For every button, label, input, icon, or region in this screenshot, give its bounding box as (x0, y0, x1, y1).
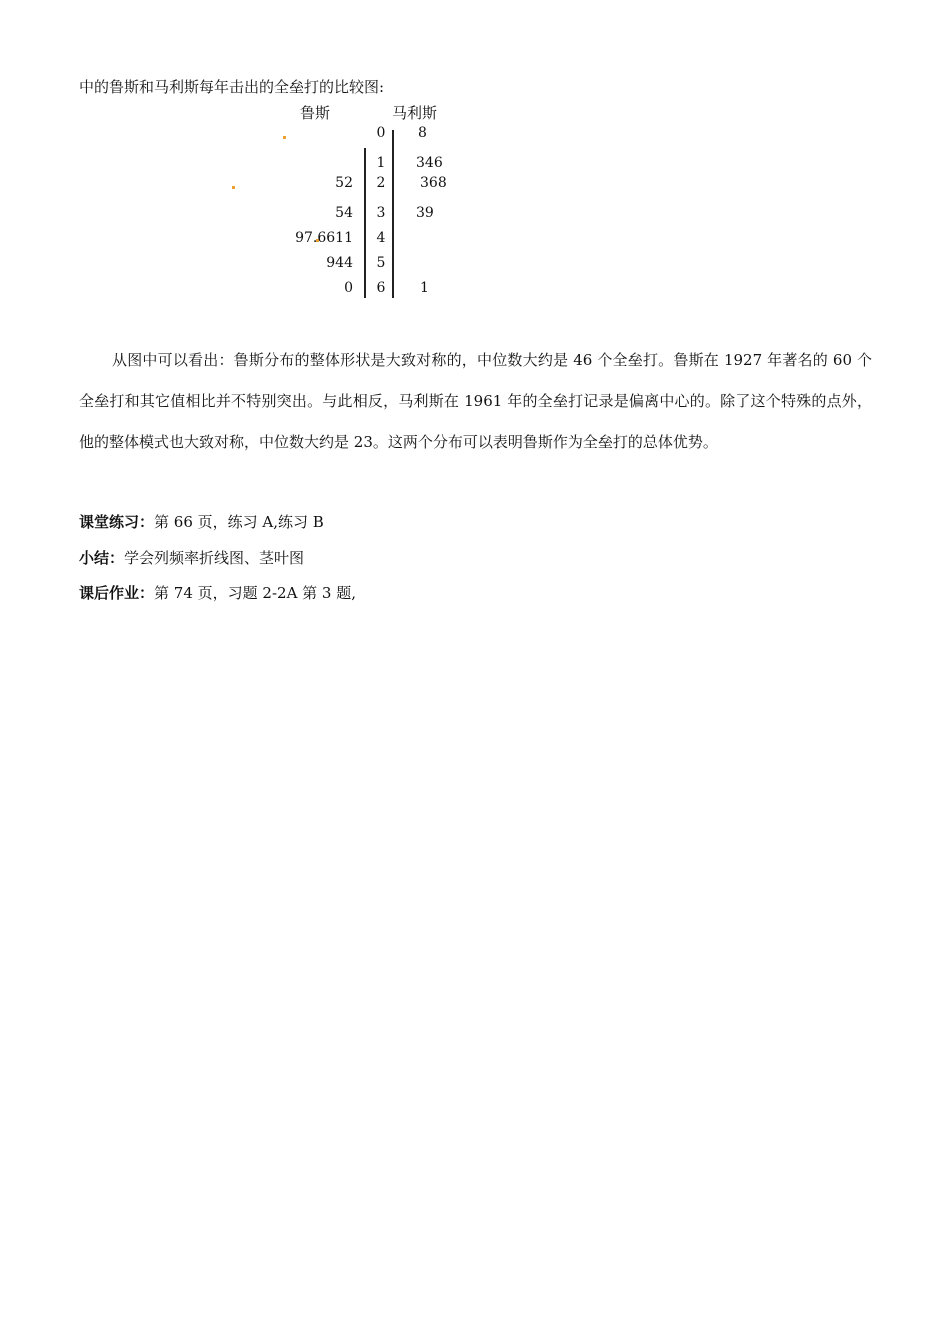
right-divider-line (392, 130, 394, 298)
left-leaves: 97.6611 (295, 230, 353, 246)
homework-line (79, 582, 356, 603)
stem-value: 6 (376, 280, 386, 296)
summary-label: 小结： (79, 549, 125, 567)
homework-label: 课后作业： (79, 584, 155, 602)
practice-text: 第 66 页，练习 A,练习 B (154, 513, 324, 531)
stem-value: 5 (376, 255, 386, 271)
practice-line (79, 511, 324, 532)
intro-text: 中的鲁斯和马利斯每年击出的全垒打的比较图: (79, 78, 385, 96)
right-leaves: 368 (420, 175, 447, 191)
homework-text: 第 74 页，习题 2-2A 第 3 题, (154, 584, 357, 602)
left-leaves: 54 (335, 205, 353, 221)
right-leaves: 39 (416, 205, 434, 221)
left-header: 鲁斯 (300, 104, 331, 122)
decor-dot (283, 136, 286, 139)
summary-text: 学会列频率折线图、茎叶图 (124, 549, 305, 567)
practice-label: 课堂练习： (79, 513, 155, 531)
stem-value: 3 (376, 205, 386, 221)
right-leaves: 8 (418, 125, 427, 141)
left-divider-line (364, 148, 366, 298)
right-leaves: 346 (416, 155, 443, 171)
stem-value: 2 (376, 175, 386, 191)
left-leaves: 944 (326, 255, 353, 271)
right-header: 马利斯 (392, 104, 438, 122)
left-leaves: 52 (335, 175, 353, 191)
decor-dot (232, 186, 235, 189)
stem-value: 1 (376, 155, 386, 171)
analysis-paragraph: 从图中可以看出：鲁斯分布的整体形状是大致对称的，中位数大约是 46 个全垒打。鲁斯在 1927 年著名的 60 个全垒打和其它值相比并不特别突出。与此相反，马利斯在 1961 年的全垒打记录是偏离中心的。除了这个特殊的点外，他的整体模式也大致对称，中位数大约是 23。这两个分布可以表明鲁斯作为全垒打的总体优势。 (79, 351, 872, 451)
right-leaves: 1 (420, 280, 429, 296)
left-leaves: 0 (344, 280, 353, 296)
stem-value: 4 (376, 230, 386, 246)
stem-value: 0 (376, 125, 386, 141)
summary-line (79, 547, 304, 568)
